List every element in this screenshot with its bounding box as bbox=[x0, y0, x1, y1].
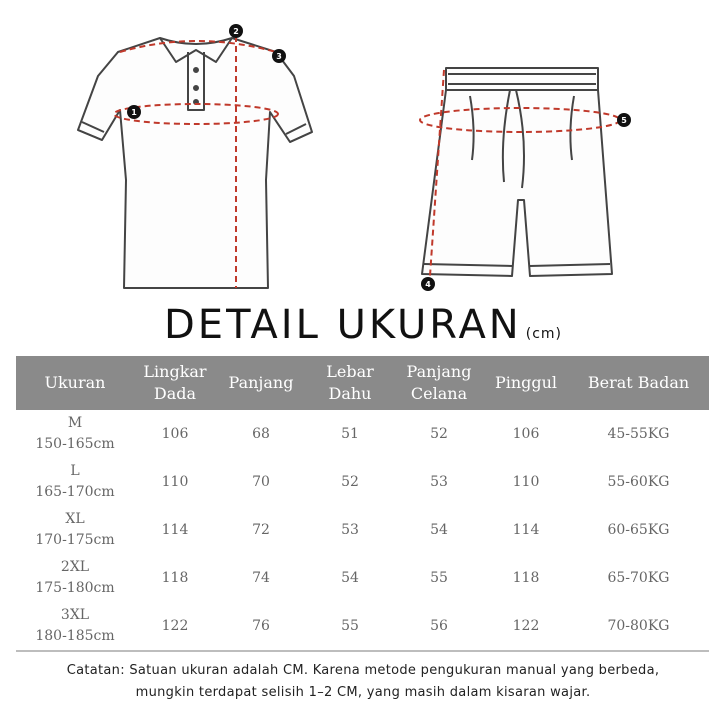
hip-cell: 114 bbox=[512, 521, 540, 538]
shorts-drawing bbox=[422, 68, 612, 276]
chest-cell: 118 bbox=[161, 569, 189, 586]
size-cell: 2XL 175-180cm bbox=[35, 559, 115, 596]
marker-2-icon bbox=[229, 24, 243, 38]
measurement-note bbox=[0, 660, 726, 704]
length-cell: 70 bbox=[252, 473, 270, 490]
chest-cell: 106 bbox=[161, 425, 189, 442]
svg-text:5: 5 bbox=[621, 116, 627, 125]
header-panjang: Panjang bbox=[228, 373, 294, 392]
table-row bbox=[16, 602, 709, 650]
shoulder-cell: 55 bbox=[341, 617, 359, 634]
shorts-length-cell: 54 bbox=[430, 521, 448, 538]
page-title-unit: (cm) bbox=[525, 326, 562, 342]
hip-cell: 122 bbox=[512, 617, 540, 634]
shorts-length-cell: 53 bbox=[430, 473, 448, 490]
weight-cell: 55-60KG bbox=[607, 473, 670, 490]
size-cell: 3XL 180-185cm bbox=[35, 607, 115, 644]
table-row bbox=[16, 410, 709, 458]
header-pinggul: Pinggul bbox=[494, 373, 558, 392]
marker-3-icon bbox=[272, 49, 286, 63]
chest-cell: 110 bbox=[161, 473, 189, 490]
weight-cell: 65-70KG bbox=[607, 569, 670, 586]
size-cell: XL 170-175cm bbox=[35, 511, 115, 548]
hip-cell: 106 bbox=[512, 425, 540, 442]
length-cell: 74 bbox=[252, 569, 270, 586]
note-line-2: mungkin terdapat selisih 1–2 CM, yang masih dalam kisaran wajar. bbox=[135, 685, 591, 700]
chest-cell: 122 bbox=[161, 617, 189, 634]
table-row bbox=[16, 506, 709, 554]
svg-text:3: 3 bbox=[276, 52, 282, 61]
svg-text:2: 2 bbox=[233, 27, 239, 36]
marker-1-icon bbox=[127, 105, 141, 119]
shoulder-cell: 53 bbox=[341, 521, 359, 538]
chest-cell: 114 bbox=[161, 521, 189, 538]
header-ukuran: Ukuran bbox=[44, 373, 106, 392]
polo-shirt-drawing bbox=[78, 38, 312, 288]
note-line-1: Catatan: Satuan ukuran adalah CM. Karena metode pengukuran manual yang berbeda, bbox=[66, 663, 660, 678]
garment-illustration bbox=[0, 0, 726, 300]
shorts-length-cell: 52 bbox=[430, 425, 448, 442]
table-header-row bbox=[16, 356, 709, 410]
shorts-length-cell: 55 bbox=[430, 569, 448, 586]
size-cell: L 165-170cm bbox=[35, 463, 115, 500]
weight-cell: 70-80KG bbox=[607, 617, 670, 634]
svg-text:4: 4 bbox=[425, 280, 431, 289]
weight-cell: 45-55KG bbox=[607, 425, 670, 442]
weight-cell: 60-65KG bbox=[607, 521, 670, 538]
length-cell: 68 bbox=[252, 425, 270, 442]
table-row bbox=[16, 458, 709, 506]
marker-5-icon bbox=[617, 113, 631, 127]
header-berat-badan: Berat Badan bbox=[587, 373, 690, 392]
size-table bbox=[16, 356, 709, 650]
svg-text:1: 1 bbox=[131, 108, 137, 117]
page-title bbox=[0, 300, 726, 359]
hip-cell: 118 bbox=[512, 569, 540, 586]
page-title-text: DETAIL UKURAN bbox=[164, 302, 522, 348]
table-bottom-divider bbox=[16, 650, 709, 652]
shoulder-cell: 52 bbox=[341, 473, 359, 490]
shoulder-cell: 54 bbox=[341, 569, 359, 586]
shorts-length-cell: 56 bbox=[430, 617, 448, 634]
marker-4-icon bbox=[421, 277, 435, 291]
hip-cell: 110 bbox=[512, 473, 540, 490]
header-lingkar-dada: Lingkar Dada bbox=[143, 362, 207, 403]
table-row bbox=[16, 554, 709, 602]
length-cell: 72 bbox=[252, 521, 270, 538]
header-lebar-dahu: Lebar Dahu bbox=[326, 362, 374, 403]
header-panjang-celana: Panjang Celana bbox=[406, 362, 472, 403]
shoulder-cell: 51 bbox=[341, 425, 359, 442]
length-cell: 76 bbox=[252, 617, 270, 634]
size-cell: M 150-165cm bbox=[35, 415, 115, 452]
